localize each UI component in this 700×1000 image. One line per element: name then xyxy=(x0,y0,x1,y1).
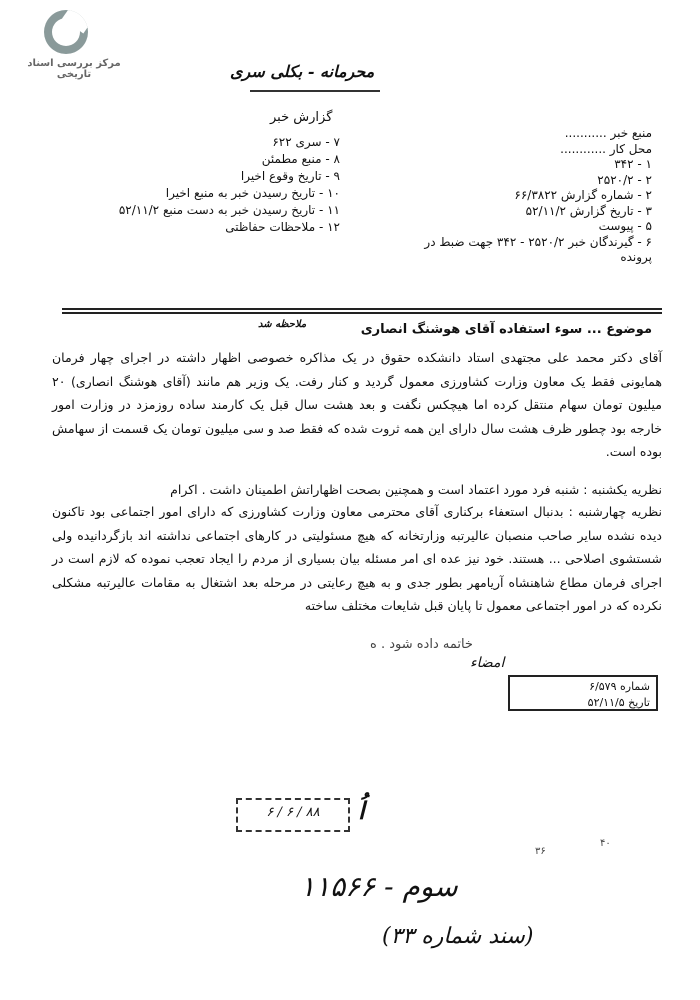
field-line: ۱۱ - تاریخ رسیدن خبر به دست منبع ۵۲/۱۱/۲ xyxy=(118,203,340,217)
stamp-date: تاریخ ۵۲/۱۱/۵ xyxy=(587,696,650,709)
report-fields-left xyxy=(30,134,340,236)
margin-number-2: ۳۶ xyxy=(535,846,546,857)
field-line: ۸ - منبع مطمئن xyxy=(261,152,340,166)
paragraph-ending: خاتمه داده شود . ه xyxy=(370,637,473,652)
field-line: ۱۰ - تاریخ رسیدن خبر به منبع اخیرا xyxy=(165,186,340,200)
separator-line xyxy=(62,308,662,310)
archive-logo-text: مرکز بررسی اسناد تاریخی xyxy=(27,58,121,80)
subject-line: موضوع ... سوء استفاده آقای هوشنگ انصاری xyxy=(360,322,652,337)
opinion-paragraph: نظریه یکشنبه : شنبه فرد مورد اعتماد است و همچنین بصحت اظهاراتش اطمینان داشت . اکرام xyxy=(170,482,662,497)
field-line: ۵ - پیوست xyxy=(598,219,652,233)
field-line: منبع خبر ........... xyxy=(564,126,652,140)
archive-logo xyxy=(14,10,134,80)
handwritten-file-number: سوم - ۱۱۵۶۶ xyxy=(300,870,458,903)
stamp-mark: اُ xyxy=(358,796,365,825)
field-line: ۱ - ۳۴۲ xyxy=(614,157,652,171)
document-number: (سند شماره ۳۳) xyxy=(382,924,534,949)
report-fields-right xyxy=(392,126,652,266)
opinion-paragraph-2: نظریه چهارشنبه : بدنبال استعفاء برکناری آقای محترمی معاون وزارت کشاورزی که دارای امور اجتماعی بود تاکنون دیده نشده سایر صاحب منصبان عالیرتبه وزارتخانه که هیچ مسئولیتی در کارهای اجتماعی نداشته اند بازگردانیده ولی شستشوی اصلاحی ... هستند. خود نیز عده ای امر مسئله بیان بسیاری از مردم را ایجاد تعجب نموده که لازم است در اجرای فرمان مطاع شاهنشاه آریامهر بطور جدی و به هیچ رعایتی در مرحله بعد اشتغال به مقامات عالیرتبه مشکلی نکرده که در امور اجتماعی معمول تا پایان قبل شایعات مختلف ساخته xyxy=(52,504,662,613)
margin-number: ۴۰ xyxy=(600,838,611,849)
subject-handwritten-note: ملاحظه شد xyxy=(258,319,307,330)
report-body-paragraph: آقای دکتر محمد علی مجتهدی استاد دانشکده حقوق در یک مذاکره خصوصی اظهار داشته در اجرای چهار فرمان همایونی فقط یک معاون وزارت کشاورزی معمول گردید و کنار رفت. یک وزیر هم مانند (آقای هوشنگ انصاری) ۲۰ میلیون تومان سهام منتقل کرده اما هیچکس نگفت و بعد هشت سال قبل یک کارمند ساده روزمزد در وزارت امور خارجه بود چطور ظرف هشت سال دارای این همه ثروت شده که فقط صد و سی میلیون تومان یک قسمت از سهامش بوده است. xyxy=(52,350,662,459)
field-line: ۲ - ۲۵۲۰/۲ xyxy=(597,172,652,187)
separator-line xyxy=(62,312,662,314)
field-line: ۶ - گیرندگان خبر ۲۵۲۰/۲ - ۳۴۲ جهت ضبط در پرونده xyxy=(424,234,652,264)
archive-emblem-icon xyxy=(44,10,88,54)
registry-stamp xyxy=(508,675,658,711)
field-line: ۷ - سری ۶۲۲ xyxy=(272,135,340,149)
dashed-stamp: ۶ / ۶ / ۸۸ xyxy=(236,798,350,832)
field-line: ۳ - تاریخ گزارش ۵۲/۱۱/۲ xyxy=(525,203,652,218)
stamp-number: شماره ۶/۵۷۹ xyxy=(589,680,650,693)
classification-heading: محرمانه - بکلی سری xyxy=(230,62,375,81)
field-line: ۲ - شماره گزارش ۶۶/۳۸۲۲ xyxy=(514,188,652,202)
heading-underline xyxy=(250,90,380,92)
field-line: ۱۲ - ملاحظات حفاظتی xyxy=(225,220,340,234)
field-line: محل کار ............ xyxy=(560,141,652,156)
field-line: ۹ - تاریخ وقوع اخیرا xyxy=(240,169,340,183)
report-type-label: گزارش خبر xyxy=(270,110,333,125)
signature: امضاء xyxy=(470,655,505,671)
